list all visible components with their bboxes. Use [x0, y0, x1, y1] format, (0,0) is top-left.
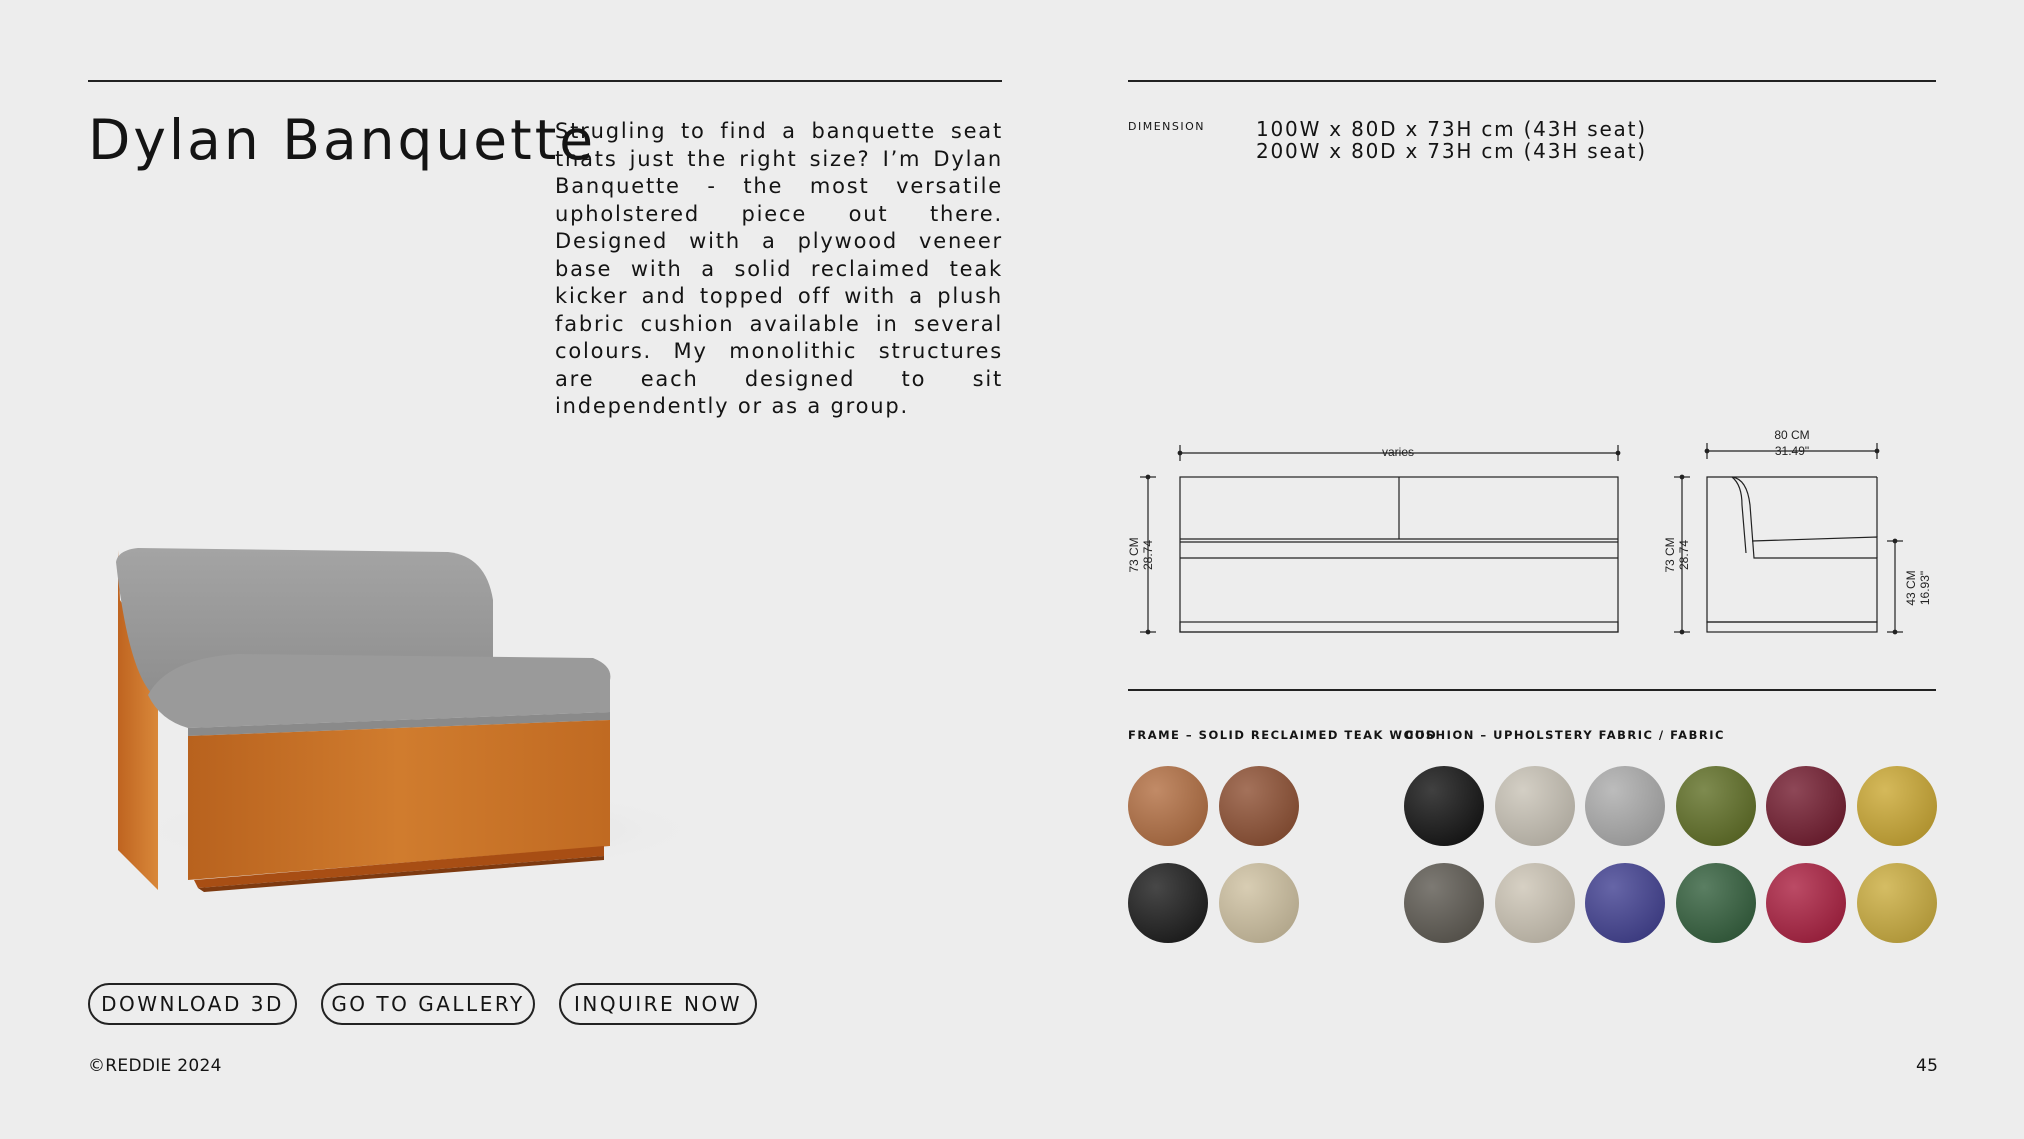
- go-to-gallery-button[interactable]: GO TO GALLERY: [321, 983, 535, 1025]
- cushion-swatch[interactable]: [1585, 863, 1665, 943]
- product-image: [88, 530, 708, 940]
- side-depth-cm: 80 CM: [1774, 428, 1810, 442]
- frame-swatch[interactable]: [1128, 863, 1208, 943]
- frame-material-label: FRAME – SOLID RECLAIMED TEAK WOOD: [1128, 728, 1438, 742]
- side-height-cm: 73 CM: [1663, 537, 1677, 573]
- materials-rule: [1128, 689, 1936, 691]
- technical-drawing: [1122, 425, 1952, 645]
- inquire-now-button[interactable]: INQUIRE NOW: [559, 983, 757, 1025]
- dimension-values: [1256, 118, 1647, 162]
- dimension-value: 100W x 80D x 73H cm (43H seat): [1256, 117, 1647, 141]
- frame-swatch[interactable]: [1128, 766, 1208, 846]
- cushion-swatch[interactable]: [1857, 863, 1937, 943]
- front-height-in: 28.74: [1141, 539, 1155, 571]
- cushion-swatch[interactable]: [1676, 863, 1756, 943]
- cushion-swatch[interactable]: [1404, 766, 1484, 846]
- top-rule-right: [1128, 80, 1936, 82]
- cushion-swatch[interactable]: [1495, 863, 1575, 943]
- page-number: 45: [1916, 1056, 1939, 1076]
- product-description: Strugling to find a banquette seat thats just the right size? I’m Dylan Banquette - the most versatile upholstered piece out there. Designed with a plywood veneer base with a solid reclaimed teak kicker and topped off with a plush fabric cushion available in several colours. My monolithic structures are each designed to sit independently or as a group.: [555, 119, 1003, 418]
- cushion-swatch[interactable]: [1404, 863, 1484, 943]
- cushion-swatch[interactable]: [1676, 766, 1756, 846]
- front-width-label: varies: [1381, 445, 1415, 459]
- cushion-swatch[interactable]: [1495, 766, 1575, 846]
- cushion-swatch[interactable]: [1766, 863, 1846, 943]
- dimension-label: DIMENSION: [1128, 120, 1205, 133]
- side-height-in: 28.74: [1677, 539, 1691, 571]
- frame-swatch[interactable]: [1219, 863, 1299, 943]
- frame-swatch[interactable]: [1219, 766, 1299, 846]
- front-height-cm: 73 CM: [1127, 537, 1141, 573]
- dimension-value: 200W x 80D x 73H cm (43H seat): [1256, 139, 1647, 163]
- side-depth-in: 31.49": [1774, 444, 1810, 458]
- seat-height-cm: 43 CM: [1904, 570, 1918, 606]
- cushion-material-label: CUSHION – UPHOLSTERY FABRIC / FABRIC: [1405, 728, 1725, 742]
- seat-height-in: 16.93": [1918, 570, 1932, 606]
- copyright: ©REDDIE 2024: [88, 1056, 222, 1076]
- download-3d-button[interactable]: DOWNLOAD 3D: [88, 983, 297, 1025]
- cushion-swatch[interactable]: [1766, 766, 1846, 846]
- cushion-swatch[interactable]: [1585, 766, 1665, 846]
- cushion-swatch[interactable]: [1857, 766, 1937, 846]
- top-rule-left: [88, 80, 1002, 82]
- product-title: Dylan Banquette: [88, 108, 597, 172]
